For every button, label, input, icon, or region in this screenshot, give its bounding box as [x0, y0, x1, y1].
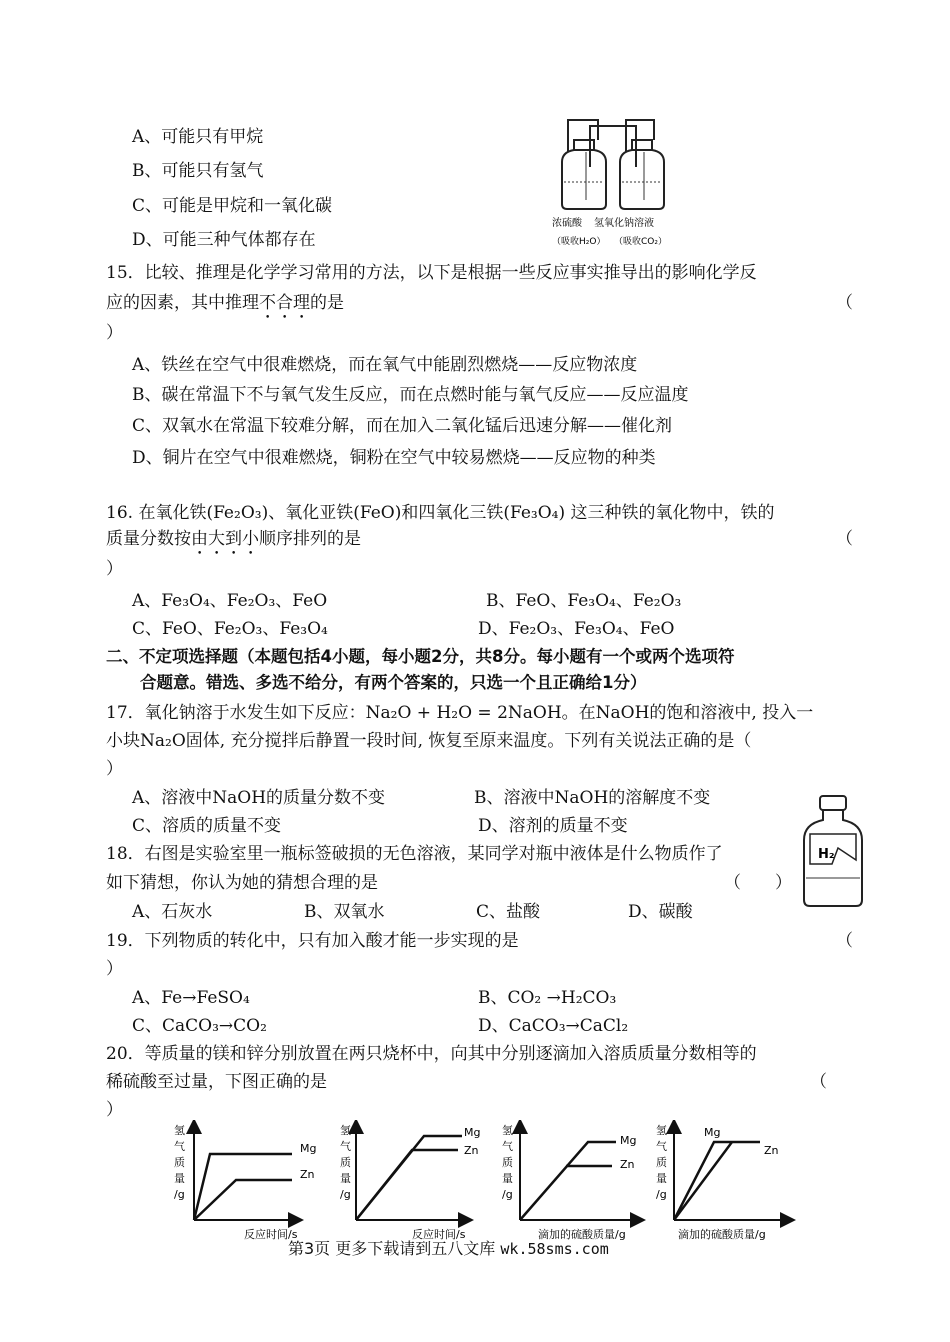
- svg-text:量: 量: [656, 1172, 667, 1185]
- svg-text:/g: /g: [502, 1188, 513, 1201]
- svg-text:/g: /g: [174, 1188, 185, 1201]
- graph-d-xlabel: 滴加的硫酸质量/g: [678, 1228, 766, 1241]
- q18-option-a: A、石灰水: [132, 902, 213, 922]
- reagent-bottle-figure: [798, 790, 868, 910]
- graph-b-mg-label: Mg: [464, 1126, 481, 1139]
- q18-option-c: C、盐酸: [476, 902, 541, 922]
- graph-d: [656, 1123, 788, 1241]
- q16-emphasis-text: 由大到小: [191, 529, 259, 549]
- q16-stem-line2: [106, 528, 361, 559]
- q17-option-c: C、溶质的质量不变: [132, 816, 282, 836]
- graph-d-mg-label: Mg: [704, 1126, 721, 1139]
- q20-answer-paren-close: ）: [106, 1100, 123, 1120]
- svg-text:氢: 氢: [340, 1124, 351, 1137]
- q17-option-a: A、溶液中NaOH的质量分数不变: [132, 788, 386, 808]
- q16-option-d: D、Fe₂O₃、Fe₃O₄、FeO: [478, 619, 675, 639]
- svg-text:量: 量: [502, 1172, 513, 1185]
- footer-url[interactable]: wk.58sms.com: [500, 1240, 609, 1258]
- q17-answer-paren-close: ）: [106, 759, 123, 779]
- graph-d-mg-line: [674, 1142, 760, 1220]
- q15-option-d: D、铜片在空气中很难燃烧，铜粉在空气中较易燃烧——反应物的种类: [132, 448, 656, 468]
- q19-option-a: A、Fe→FeSO₄: [132, 988, 250, 1008]
- graph-c-mg-line: [520, 1142, 616, 1220]
- svg-text:质: 质: [502, 1156, 513, 1169]
- graph-a: [174, 1123, 316, 1241]
- svg-text:质: 质: [656, 1156, 667, 1169]
- q15-stem-line1: 15．比较、推理是化学学习常用的方法，以下是根据一些反应事实推导出的影响化学反: [106, 263, 757, 283]
- svg-text:/g: /g: [340, 1188, 351, 1201]
- q17-option-d: D、溶剂的质量不变: [478, 816, 628, 836]
- bottle-label-h2: H₂: [818, 847, 835, 862]
- q19-answer-paren-open: （: [836, 931, 853, 951]
- svg-text:气: 气: [656, 1140, 667, 1153]
- graph-b-xlabel: 反应时间/s: [412, 1228, 466, 1241]
- gas-washing-bottles-figure: [548, 112, 678, 252]
- bottle-label-2: 氢氧化钠溶液: [594, 218, 654, 229]
- graph-c-xlabel: 滴加的硫酸质量/g: [538, 1228, 626, 1241]
- q16-option-a: A、Fe₃O₄、Fe₂O₃、FeO: [132, 591, 328, 611]
- graph-d-ylabel: [656, 1123, 667, 1201]
- q16-stem-part1: 质量分数按: [106, 529, 191, 549]
- q15-option-b: B、碳在常温下不与氧气发生反应，而在点燃时能与氧气反应——反应温度: [132, 385, 689, 405]
- graph-a-mg-label: Mg: [300, 1142, 317, 1155]
- q14-option-d: D、可能三种气体都存在: [132, 230, 316, 250]
- q17-option-b: B、溶液中NaOH的溶解度不变: [474, 788, 711, 808]
- q18-answer-paren: （ ）: [724, 873, 792, 893]
- svg-text:氢: 氢: [174, 1124, 185, 1137]
- q20-answer-paren-open: （: [810, 1072, 827, 1092]
- graph-c: [502, 1123, 638, 1241]
- graph-d-zn-line: [674, 1142, 732, 1220]
- graph-b-mg-line: [356, 1136, 462, 1220]
- section2-heading-line1: 二、不定项选择题（本题包括4小题，每小题2分，共8分。每小题有一个或两个选项符: [106, 647, 735, 666]
- q14-option-c: C、可能是甲烷和一氧化碳: [132, 196, 333, 216]
- footer-text: 更多下载请到五八文库: [335, 1239, 496, 1258]
- q15-emphasis-text: 不合理: [259, 293, 310, 313]
- page-footer: [288, 1236, 609, 1259]
- svg-text:氢: 氢: [656, 1124, 667, 1137]
- q20-stem-line1: 20．等质量的镁和锌分别放置在两只烧杯中，向其中分别逐滴加入溶质质量分数相等的: [106, 1044, 757, 1064]
- q16-answer-paren-open: （: [836, 529, 853, 549]
- graph-b-zn-line: [356, 1150, 458, 1220]
- q20-stem-line2: 稀硫酸至过量，下图正确的是: [106, 1072, 327, 1092]
- graph-c-zn-label: Zn: [620, 1158, 635, 1171]
- bottle-label-1: 浓硫酸: [552, 218, 582, 229]
- svg-text:量: 量: [340, 1172, 351, 1185]
- q14-option-b: B、可能只有氢气: [132, 161, 264, 181]
- q14-option-a: A、可能只有甲烷: [132, 127, 264, 147]
- graph-c-mg-label: Mg: [620, 1134, 637, 1147]
- graph-a-xlabel: 反应时间/s: [244, 1228, 298, 1241]
- graph-a-zn-label: Zn: [300, 1168, 315, 1181]
- q19-answer-paren-close: ）: [106, 959, 123, 979]
- q19-stem: 19．下列物质的转化中，只有加入酸才能一步实现的是: [106, 931, 519, 951]
- q16-stem-part2: 顺序排列的是: [259, 529, 361, 549]
- q19-option-c: C、CaCO₃→CO₂: [132, 1016, 267, 1036]
- q15-answer-paren-close: ）: [106, 323, 123, 343]
- q18-option-d: D、碳酸: [628, 902, 693, 922]
- page-number: 第3页: [288, 1239, 331, 1258]
- graph-b-zn-label: Zn: [464, 1144, 479, 1157]
- graph-a-zn-line: [194, 1180, 292, 1220]
- section2-heading-line2: 合题意。错选、多选不给分，有两个答案的，只选一个且正确给1分）: [140, 673, 647, 692]
- q16-option-b: B、FeO、Fe₃O₄、Fe₂O₃: [486, 591, 682, 611]
- svg-text:气: 气: [340, 1140, 351, 1153]
- q20-graphs: [160, 1120, 800, 1244]
- q19-option-d: D、CaCO₃→CaCl₂: [478, 1016, 629, 1036]
- q18-option-b: B、双氧水: [304, 902, 385, 922]
- q17-stem-line2: 小块Na₂O固体, 充分搅拌后静置一段时间, 恢复至原来温度。下列有关说法正确的是（: [106, 731, 752, 751]
- svg-text:气: 气: [502, 1140, 513, 1153]
- q15-option-c: C、双氧水在常温下较难分解，而在加入二氧化锰后迅速分解——催化剂: [132, 416, 673, 436]
- q15-option-a: A、铁丝在空气中很难燃烧，而在氧气中能剧烈燃烧——反应物浓度: [132, 355, 638, 375]
- svg-text:质: 质: [340, 1156, 351, 1169]
- bottle-sub-1: （吸收H₂O）: [552, 237, 606, 247]
- graph-b: [340, 1123, 480, 1241]
- q16-answer-paren-close: ）: [106, 559, 123, 579]
- q15-answer-paren-open: （: [836, 293, 853, 313]
- q16-stem-line1: 16. 在氧化铁(Fe₂O₃)、氧化亚铁(FeO)和四氧化三铁(Fe₃O₄) 这三种铁的氧化物中，铁的: [106, 503, 775, 523]
- graph-c-ylabel: [502, 1123, 513, 1201]
- q15-stem-part2: 的是: [310, 293, 344, 313]
- graph-a-ylabel: [174, 1123, 185, 1201]
- svg-text:/g: /g: [656, 1188, 667, 1201]
- svg-text:氢: 氢: [502, 1124, 513, 1137]
- q18-stem-line1: 18．右图是实验室里一瓶标签破损的无色溶液，某同学对瓶中液体是什么物质作了: [106, 844, 723, 864]
- graph-b-ylabel: [340, 1123, 351, 1201]
- q15-stem-part1: 应的因素，其中推理: [106, 293, 259, 313]
- q19-option-b: B、CO₂ →H₂CO₃: [478, 988, 617, 1008]
- q15-stem-line2: [106, 292, 344, 323]
- graph-a-mg-line: [194, 1154, 292, 1220]
- q18-stem-line2: 如下猜想，你认为她的猜想合理的是: [106, 873, 378, 893]
- q16-option-c: C、FeO、Fe₂O₃、Fe₃O₄: [132, 619, 328, 639]
- q17-stem-line1: 17．氧化钠溶于水发生如下反应：Na₂O + H₂O = 2NaOH。在NaOH的饱和溶液中, 投入一: [106, 703, 814, 723]
- svg-text:气: 气: [174, 1140, 185, 1153]
- svg-text:质: 质: [174, 1156, 185, 1169]
- svg-text:量: 量: [174, 1172, 185, 1185]
- bottle-sub-2: （吸收CO₂）: [614, 237, 667, 247]
- graph-d-zn-label: Zn: [764, 1144, 779, 1157]
